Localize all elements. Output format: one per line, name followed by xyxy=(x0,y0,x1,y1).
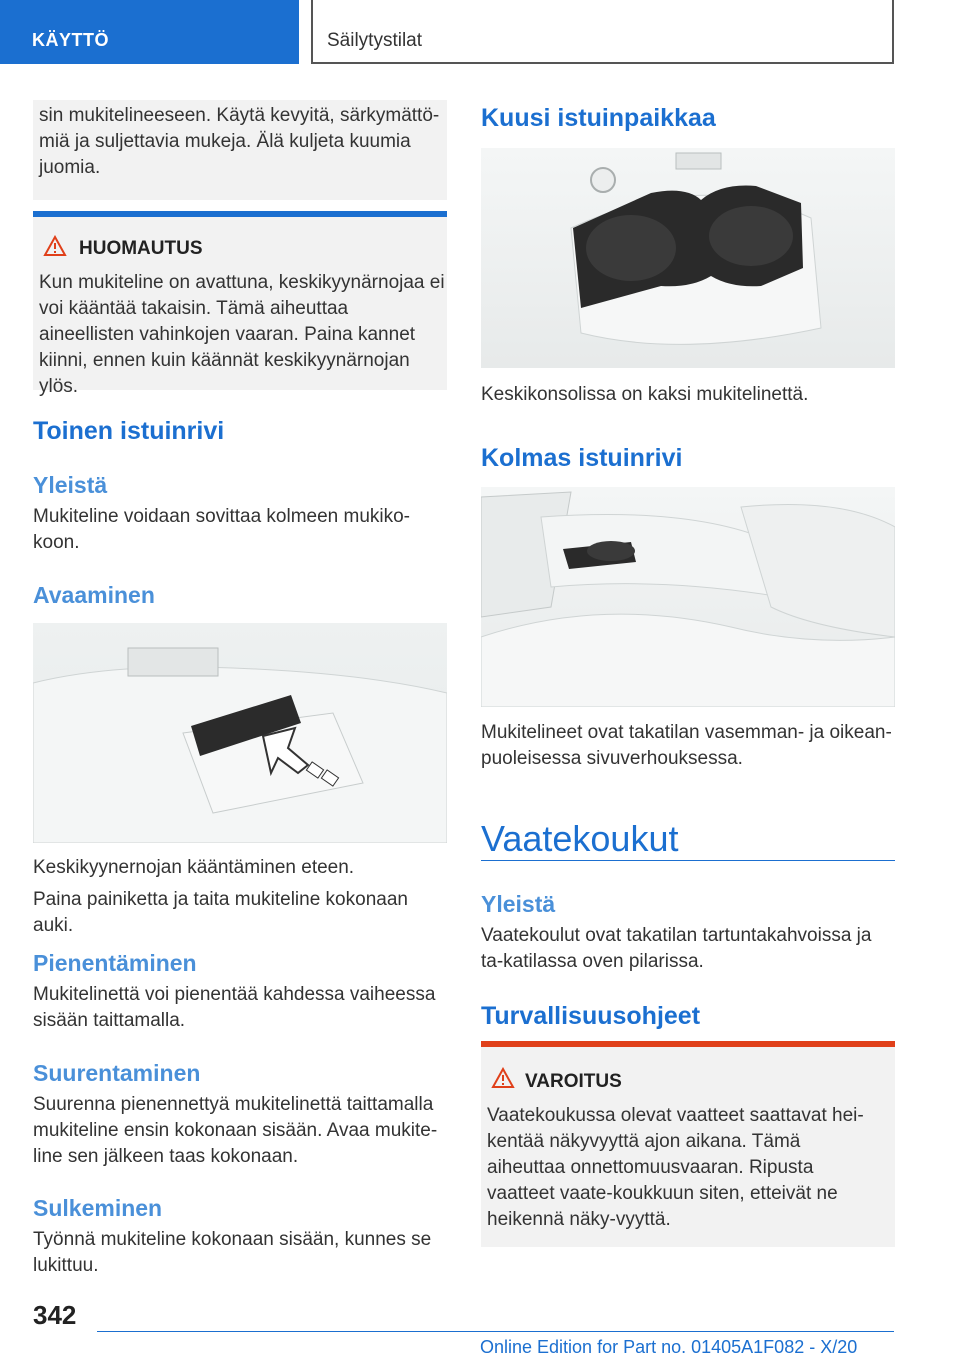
notice-title: HUOMAUTUS xyxy=(79,238,203,259)
intro-text: sin mukitelineeseen. Käytä kevyitä, särkymättö-miä ja suljettavia mukeja. Älä kuljeta kuumia juomia. xyxy=(39,105,440,178)
warning-title: VAROITUS xyxy=(525,1071,622,1092)
kuusi-heading: Kuusi istuinpaikkaa xyxy=(481,104,716,132)
vaatekoukut-yleista-heading: Yleistä xyxy=(481,891,556,917)
vaatekoukut-heading: Vaatekoukut xyxy=(481,818,679,859)
armrest-illustration xyxy=(33,623,447,843)
warning-text: Vaatekoukussa olevat vaatteet saattavat hei-kentää näkyvyyttä ajon aikana. Tämä aiheuttaa onnettomuusvaaran. Ripusta vaatteet vaate-koukkuun siten, etteivät ne heikennä näky-vyyttä. xyxy=(487,1105,864,1230)
section-title: Säilytystilat xyxy=(327,30,423,51)
avaaminen-heading: Avaaminen xyxy=(33,582,155,608)
sulkeminen-heading: Sulkeminen xyxy=(33,1195,163,1221)
intro-box xyxy=(33,100,447,200)
warning-triangle-icon xyxy=(43,235,67,257)
yleista-heading: Yleistä xyxy=(33,472,108,498)
side-cupholder-illustration xyxy=(481,487,895,707)
suurentaminen-heading: Suurentaminen xyxy=(33,1060,201,1086)
chapter-title: KÄYTTÖ xyxy=(32,30,109,50)
suurentaminen-text: Suurenna pienennettyä mukitelinettä taittamalla mukiteline ensin kokonaan sisään. Avaa mukite-line sen jälkeen taas kokonaan. xyxy=(33,1094,438,1167)
section-header xyxy=(311,0,894,64)
vaatekoukut-rule xyxy=(481,860,895,861)
footer-edition: Online Edition for Part no. 01405A1F082 - X/20 xyxy=(480,1337,858,1357)
turvallisuus-heading: Turvallisuusohjeet xyxy=(481,1002,701,1030)
notice-box xyxy=(33,217,447,397)
warning-box xyxy=(481,1047,895,1247)
avaaminen-caption: Keskikyynernojan kääntäminen eteen. xyxy=(33,857,355,878)
yleista-text: Mukiteline voidaan sovittaa kolmeen mukiko-koon. xyxy=(33,506,411,553)
toinen-heading: Toinen istuinrivi xyxy=(33,417,225,445)
kolmas-caption: Mukitelineet ovat takatilan vasemman- ja oikean-puoleisessa sivuverhouksessa. xyxy=(481,722,892,769)
footer-rule xyxy=(97,1331,894,1332)
notice-text: Kun mukiteline on avattuna, keskikyynärnojaa ei voi kääntää takaisin. Tämä aiheuttaa aineellisten vahinkojen vaaran. Paina kannet kiinni, ennen kuin käännät keskikyynärnojan ylös. xyxy=(39,272,445,397)
pienentaminen-text: Mukitelinettä voi pienentää kahdessa vaiheessa sisään taittamalla. xyxy=(33,984,436,1031)
avaaminen-text: Paina painiketta ja taita mukiteline kokonaan auki. xyxy=(33,889,408,936)
console-photo xyxy=(481,148,895,368)
pienentaminen-heading: Pienentäminen xyxy=(33,950,197,976)
cupholder-illustration xyxy=(481,148,895,368)
warning-triangle-icon xyxy=(491,1067,515,1089)
sulkeminen-text: Työnnä mukiteline kokonaan sisään, kunnes se lukittuu. xyxy=(33,1229,432,1276)
vaatekoukut-yleista-text: Vaatekoulut ovat takatilan tartuntakahvoissa ja ta-katilassa oven pilarissa. xyxy=(481,925,872,972)
kolmas-heading: Kolmas istuinrivi xyxy=(481,444,683,472)
chapter-tab xyxy=(0,0,299,64)
page-number: 342 xyxy=(33,1300,77,1330)
armrest-photo xyxy=(33,623,447,843)
kuusi-caption: Keskikonsolissa on kaksi mukitelinettä. xyxy=(481,384,809,405)
side-trim-photo xyxy=(481,487,895,707)
